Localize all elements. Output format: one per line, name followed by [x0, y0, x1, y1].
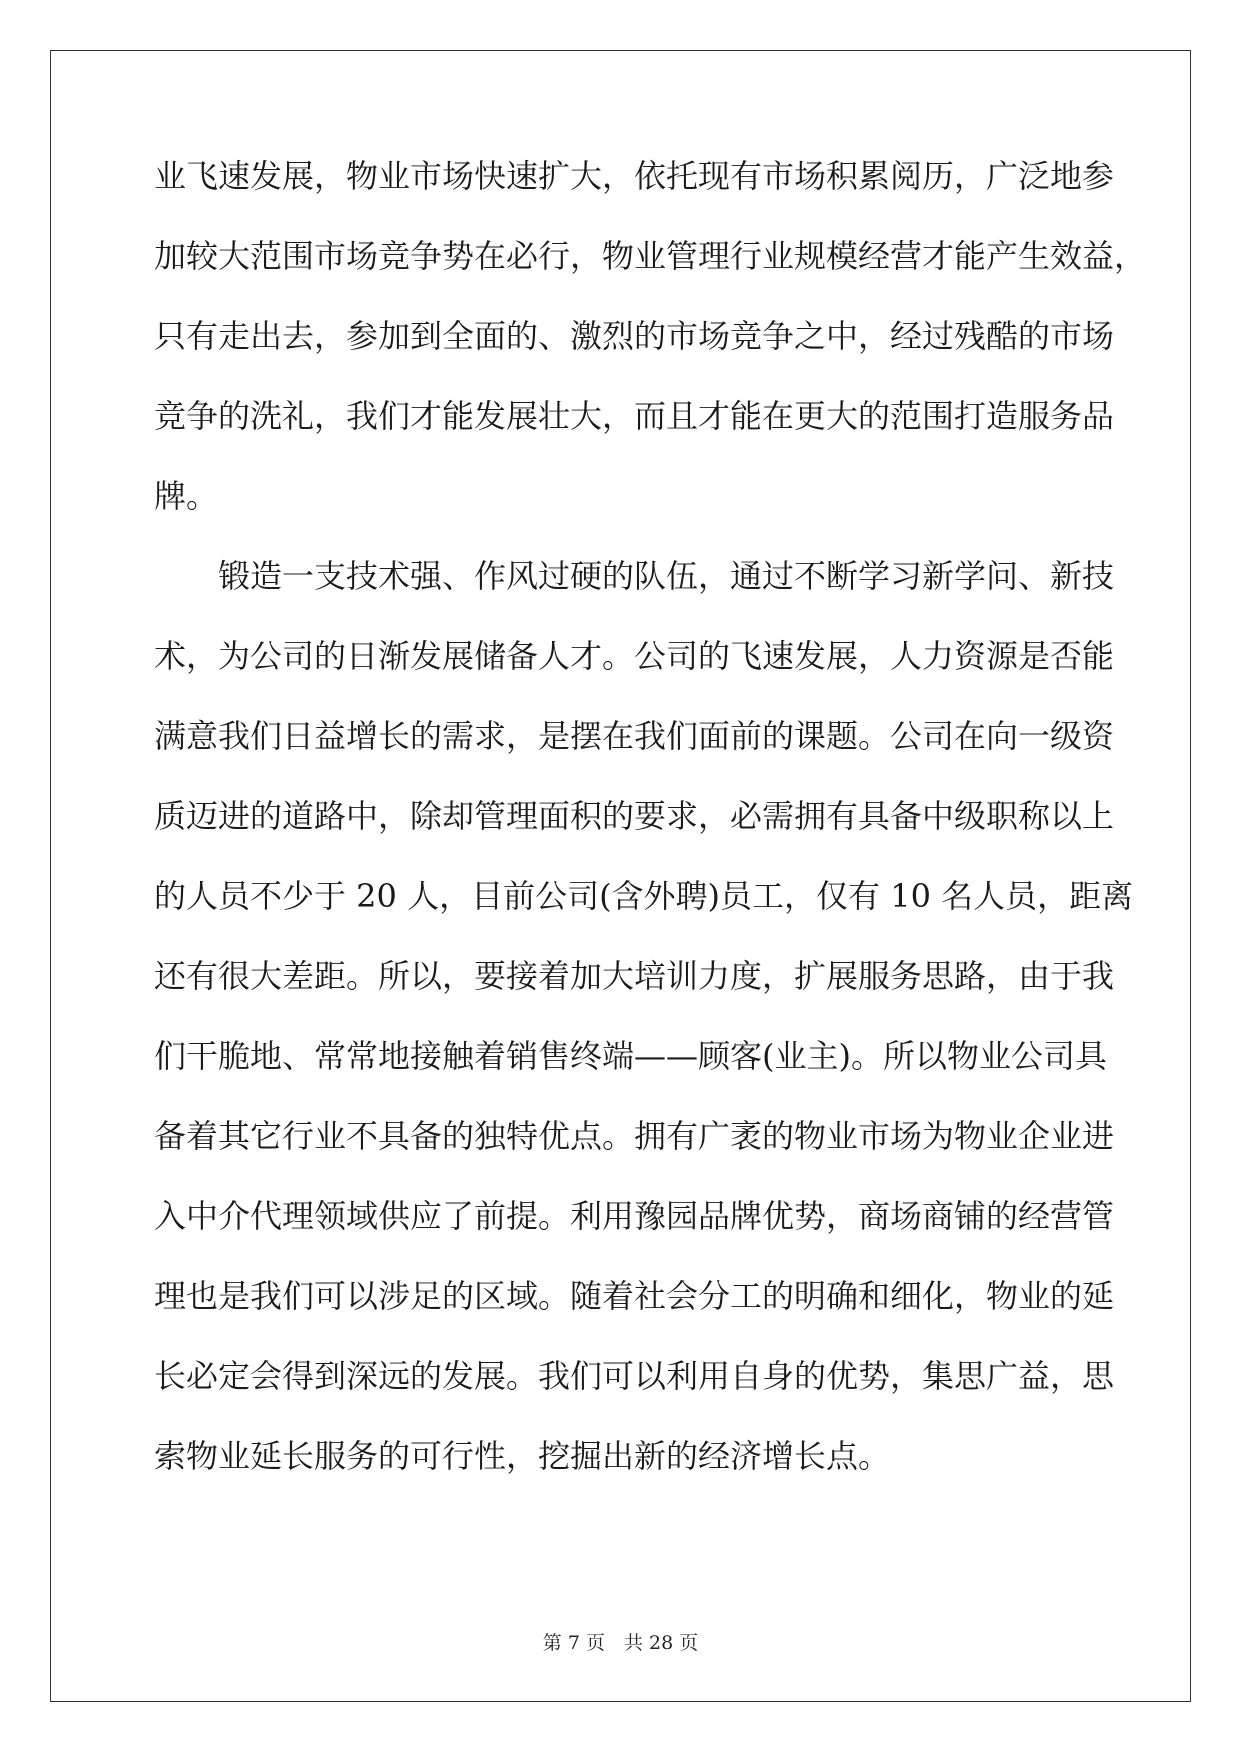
- text-line: 业飞速发展，物业市场快速扩大，依托现有市场积累阅历，广泛地参: [154, 157, 1115, 195]
- page-number: 第 7 页 共 28 页: [542, 1632, 699, 1654]
- text-line: 的人员不少于 20 人，目前公司(含外聘)员工，仅有 10 名人员，距离: [154, 877, 1134, 915]
- text-line: 满意我们日益增长的需求，是摆在我们面前的课题。公司在向一级资: [154, 717, 1115, 755]
- text-line: 们干脆地、常常地接触着销售终端——顾客(业主)。所以物业公司具: [154, 1037, 1107, 1075]
- text-line: 加较大范围市场竞争势在必行，物业管理行业规模经营才能产生效益，: [154, 237, 1147, 275]
- text-line: 竞争的洗礼，我们才能发展壮大，而且才能在更大的范围打造服务品: [154, 397, 1115, 435]
- text-line: 牌。: [154, 477, 219, 515]
- text-line: 术，为公司的日渐发展储备人才。公司的飞速发展，人力资源是否能: [154, 637, 1115, 675]
- document-body: [154, 157, 1147, 1520]
- text-line: 质迈进的道路中，除却管理面积的要求，必需拥有具备中级职称以上: [154, 797, 1115, 835]
- text-line: 锻造一支技术强、作风过硬的队伍，通过不断学习新学问、新技: [218, 557, 1115, 595]
- text-line: 长必定会得到深远的发展。我们可以利用自身的优势，集思广益，思: [154, 1357, 1115, 1395]
- text-line: 入中介代理领域供应了前提。利用豫园品牌优势，商场商铺的经营管: [154, 1197, 1115, 1235]
- text-line: 索物业延长服务的可行性，挖掘出新的经济增长点。: [154, 1437, 891, 1475]
- text-line: 备着其它行业不具备的独特优点。拥有广袤的物业市场为物业企业进: [154, 1117, 1115, 1155]
- text-line: 理也是我们可以涉足的区域。随着社会分工的明确和细化，物业的延: [154, 1277, 1115, 1315]
- text-line: 还有很大差距。所以，要接着加大培训力度，扩展服务思路，由于我: [154, 957, 1115, 995]
- text-line: 只有走出去，参加到全面的、激烈的市场竞争之中，经过残酷的市场: [154, 317, 1115, 355]
